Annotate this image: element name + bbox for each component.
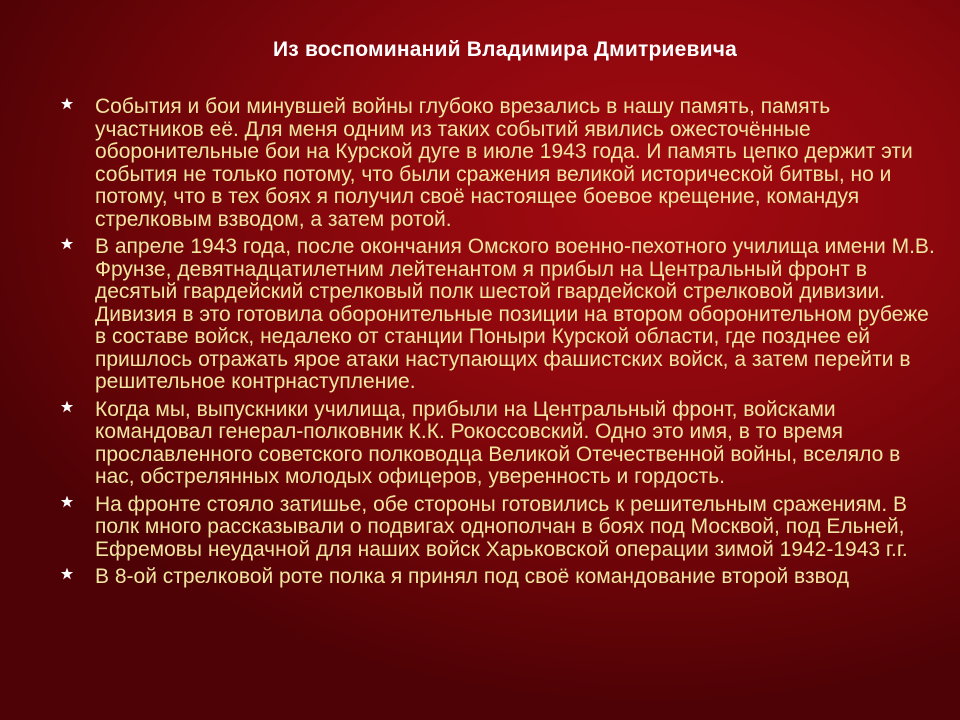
- star-icon: [60, 400, 74, 414]
- star-icon: [60, 495, 74, 509]
- bullet-text: Когда мы, выпускники училища, прибыли на Центральный фронт, войсками командовал генерал-полковник К.К. Рокоссовский. Одно это имя, в то время прославленного советского полководца Великой Отечественной войны, вселяло в нас, обстрелянных молодых офицеров, уверенность и гордость.: [95, 397, 901, 488]
- slide-title: Из воспоминаний Владимира Дмитриевича: [272, 38, 738, 61]
- bullet-item: [0, 566, 960, 589]
- star-icon: [60, 97, 74, 111]
- bullet-text: В 8-ой стрелковой роте полка я принял под своё командование второй взвод: [95, 565, 850, 588]
- bullet-text: В апреле 1943 года, после окончания Омского военно-пехотного училища имени М.В. Фрунзе, девятнадцатилетним лейтенантом я прибыл на Центральный фронт в десятый гвардейский стрелковый полк шестой гвардейской стрелковой дивизии. Дивизия в это готовила оборонительные позиции на втором оборонительном рубеже в составе войск, недалеко от станции Поныри Курской области, где позднее ей пришлось отражать ярое атаки наступающих фашистских войск, а затем перейти в решительное контрнаступление.: [95, 235, 935, 393]
- star-icon: [60, 237, 74, 251]
- bullet-item: [0, 96, 960, 231]
- bullet-text: На фронте стояло затишье, обе стороны готовились к решительным сражениям. В полк много рассказывали о подвигах однополчан в боях под Москвой, под Ельней, Ефремовы неудачной для наших войск Харьковской операции зимой 1942-1943 г.г.: [95, 492, 908, 561]
- star-icon: [60, 567, 74, 581]
- bullet-list: [0, 96, 960, 594]
- bullet-item: [0, 494, 960, 562]
- bullet-item: [0, 399, 960, 489]
- bullet-text: События и бои минувшей войны глубоко врезались в нашу память, память участников её. Для меня одним из таких событий явились ожесточённые оборонительные бои на Курской дуге в июле 1943 года. И память цепко держит эти события не только потому, что были сражения великой исторической битвы, но и потому, что в тех боях я получил своё настоящее боевое крещение, командуя стрелковым взводом, а затем ротой.: [95, 95, 913, 231]
- bullet-item: [0, 236, 960, 394]
